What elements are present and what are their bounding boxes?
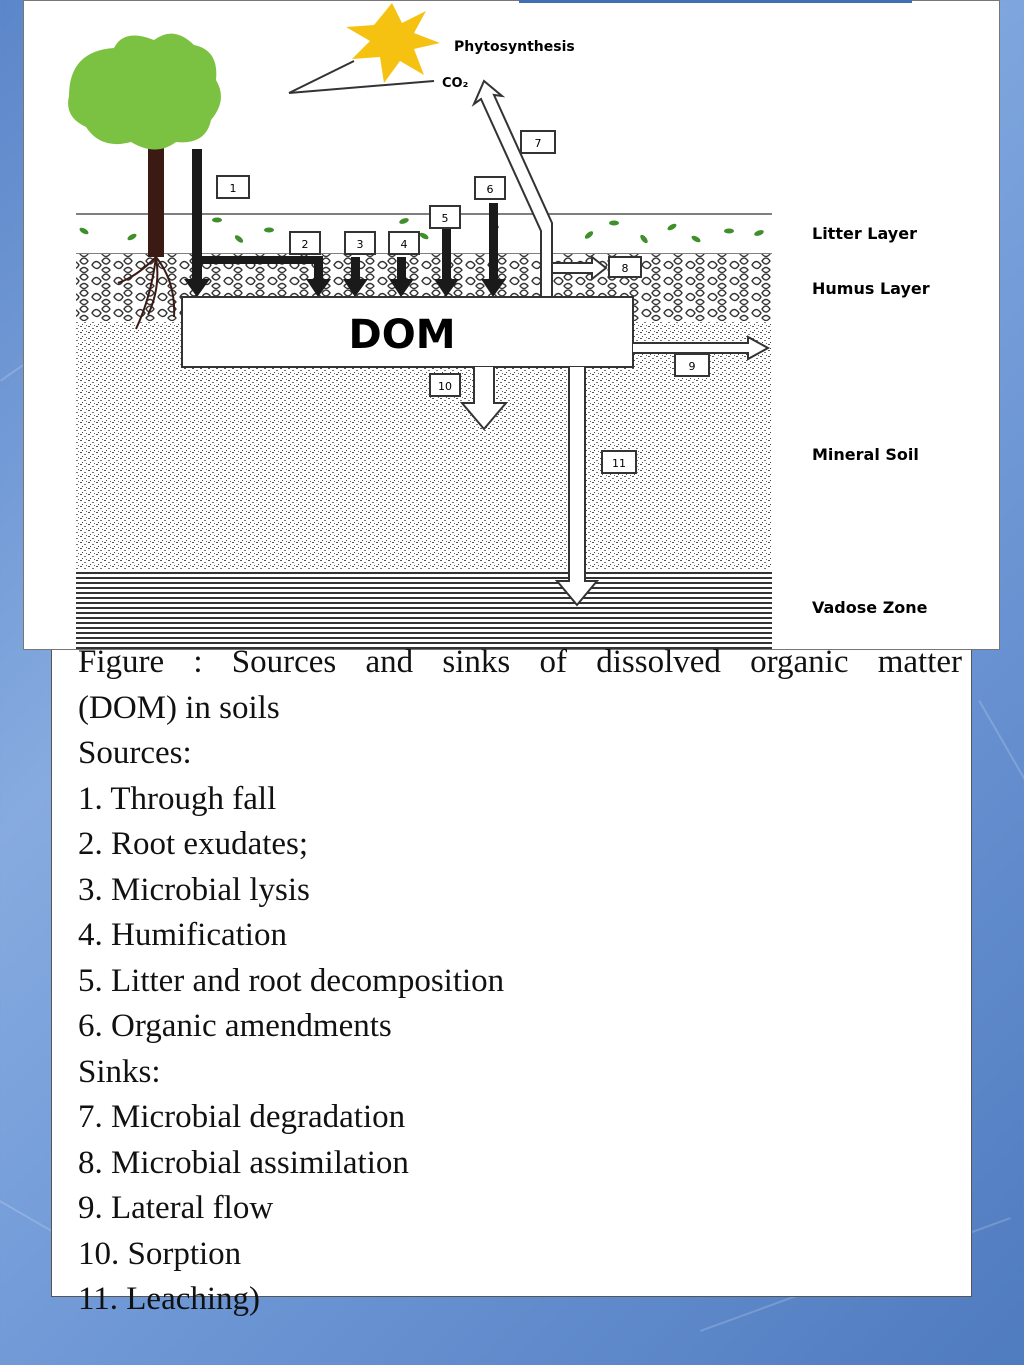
caption-title-line-1: Figure : Sources and sinks of dissolved organic matter: [78, 644, 962, 680]
number-box-2: [290, 232, 320, 254]
mineral-soil-label: Mineral Soil: [812, 445, 919, 464]
number-label: 1: [229, 182, 237, 195]
number-box-10: [430, 374, 460, 396]
dom-diagram: [24, 1, 999, 649]
number-label: 6: [486, 183, 494, 196]
list-item: 10. Sorption: [78, 1235, 242, 1272]
list-item: 7. Microbial degradation: [78, 1099, 406, 1135]
vadose-zone-layer: [76, 569, 772, 649]
tree-trunk: [148, 139, 164, 257]
number-box-6: [475, 177, 505, 199]
list-item: 1. Through fall: [78, 780, 277, 817]
sun-icon: [346, 3, 440, 83]
caption-title-line-2: (DOM) in soils: [78, 689, 280, 726]
number-box-5: [430, 206, 460, 228]
litter-layer-label: Litter Layer: [812, 224, 917, 243]
number-label: 2: [301, 238, 309, 251]
number-label: 8: [621, 262, 629, 275]
number-box-1: [217, 176, 249, 198]
list-item: 11. Leaching): [78, 1281, 261, 1317]
vadose-zone-label: Vadose Zone: [812, 598, 928, 617]
number-box-9: [675, 354, 709, 376]
list-item: 2. Root exudates;: [78, 826, 309, 862]
number-box-4: [389, 232, 419, 254]
sinks-heading: Sinks:: [78, 1053, 161, 1090]
background-line: [0, 1200, 52, 1232]
top-accent-bar: [519, 0, 912, 3]
list-item: 5. Litter and root decomposition: [78, 962, 505, 999]
list-item: 4. Humification: [78, 917, 287, 953]
number-box-8: [609, 257, 641, 277]
dom-label: DOM: [348, 312, 456, 358]
list-item: 6. Organic amendments: [78, 1008, 392, 1044]
list-item: 3. Microbial lysis: [78, 871, 310, 908]
background-line: [978, 700, 1024, 874]
number-label: 10: [438, 380, 452, 393]
number-label: 11: [612, 457, 626, 470]
number-label: 3: [356, 238, 364, 251]
number-label: 9: [688, 360, 696, 373]
humus-layer-label: Humus Layer: [812, 279, 930, 298]
figure-caption: [78, 640, 962, 1323]
number-box-11: [602, 451, 636, 473]
number-label: 7: [534, 137, 542, 150]
number-label: 4: [400, 238, 408, 251]
soil-layers: [76, 214, 772, 649]
list-item: 8. Microbial assimilation: [78, 1144, 409, 1181]
number-box-7: [521, 131, 555, 153]
figure-panel: [23, 0, 1000, 650]
co2-label: CO₂: [442, 76, 469, 91]
number-box-3: [345, 232, 375, 254]
number-label: 5: [441, 212, 449, 225]
photosynthesis-label: Phytosynthesis: [454, 39, 575, 55]
list-item: 9. Lateral flow: [78, 1190, 274, 1226]
tree-canopy: [68, 34, 221, 150]
sources-heading: Sources:: [78, 735, 192, 771]
